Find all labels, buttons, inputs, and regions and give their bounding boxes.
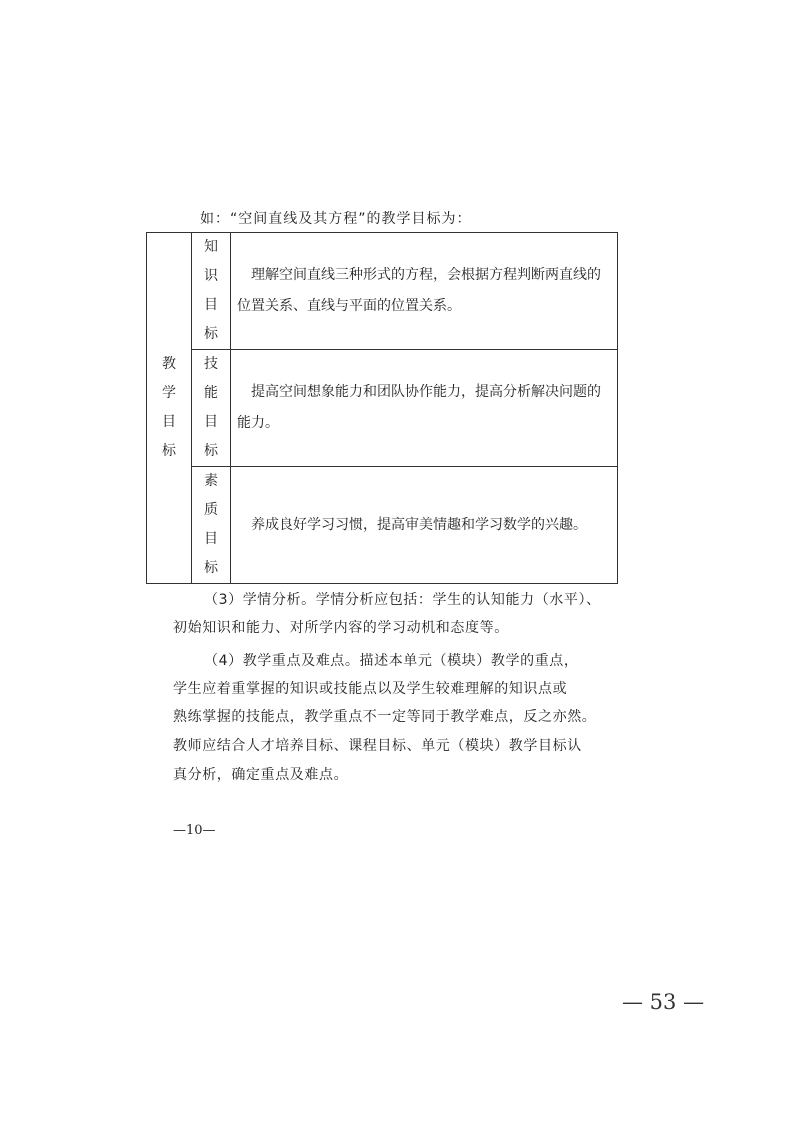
category-char: 学 (162, 385, 176, 401)
skill-goal-text (231, 350, 618, 467)
skill-goal-label (192, 350, 231, 467)
label-char: 目 (204, 414, 218, 430)
intro-text: 如：“空间直线及其方程”的教学目标为： (200, 211, 472, 227)
category-cell (147, 233, 192, 584)
quality-goal-text (231, 467, 618, 584)
label-char: 标 (204, 560, 218, 576)
text-line: 能力。 (237, 415, 279, 431)
quality-goal-label (192, 467, 231, 584)
category-char: 标 (162, 443, 176, 459)
knowledge-goal-label (192, 233, 231, 350)
category-char: 目 (162, 414, 176, 430)
inner-page-number: —10— (173, 823, 216, 838)
paragraph-line: 初始知识和能力、对所学内容的学习动机和态度等。 (173, 620, 509, 636)
teaching-goals-table (146, 232, 618, 584)
paragraph-line: 真分析，确定重点及难点。 (173, 767, 349, 783)
label-char: 质 (204, 502, 218, 518)
text-line: 理解空间直线三种形式的方程，会根据方程判断两直线的 (251, 267, 601, 283)
text-line: 位置关系、直线与平面的位置关系。 (237, 298, 461, 314)
paragraph-line: （4）教学重点及难点。描述本单元（模块）教学的重点， (204, 653, 579, 669)
label-char: 识 (204, 268, 218, 284)
label-char: 知 (204, 239, 218, 255)
label-char: 技 (204, 356, 218, 372)
label-char: 目 (204, 531, 218, 547)
text-line: 提高空间想象能力和团队协作能力，提高分析解决问题的 (251, 384, 601, 400)
paragraph-line: 教师应结合人才培养目标、课程目标、单元（模块）教学目标认 (173, 738, 582, 754)
page-number: — 53 — (622, 990, 705, 1014)
text-line: 养成良好学习习惯，提高审美情趣和学习数学的兴趣。 (251, 516, 587, 533)
paragraph-line: （3）学情分析。学情分析应包括：学生的认知能力（水平）、 (204, 592, 601, 608)
label-char: 目 (204, 297, 218, 313)
knowledge-goal-text (231, 233, 618, 350)
category-char: 教 (162, 356, 176, 372)
label-char: 标 (204, 326, 218, 342)
label-char: 标 (204, 443, 218, 459)
paragraph-line: 熟练掌握的技能点，教学重点不一定等同于教学难点，反之亦然。 (173, 709, 597, 725)
label-char: 能 (204, 385, 218, 401)
paragraph-line: 学生应着重掌握的知识或技能点以及学生较难理解的知识点或 (173, 681, 568, 697)
label-char: 素 (204, 473, 218, 489)
